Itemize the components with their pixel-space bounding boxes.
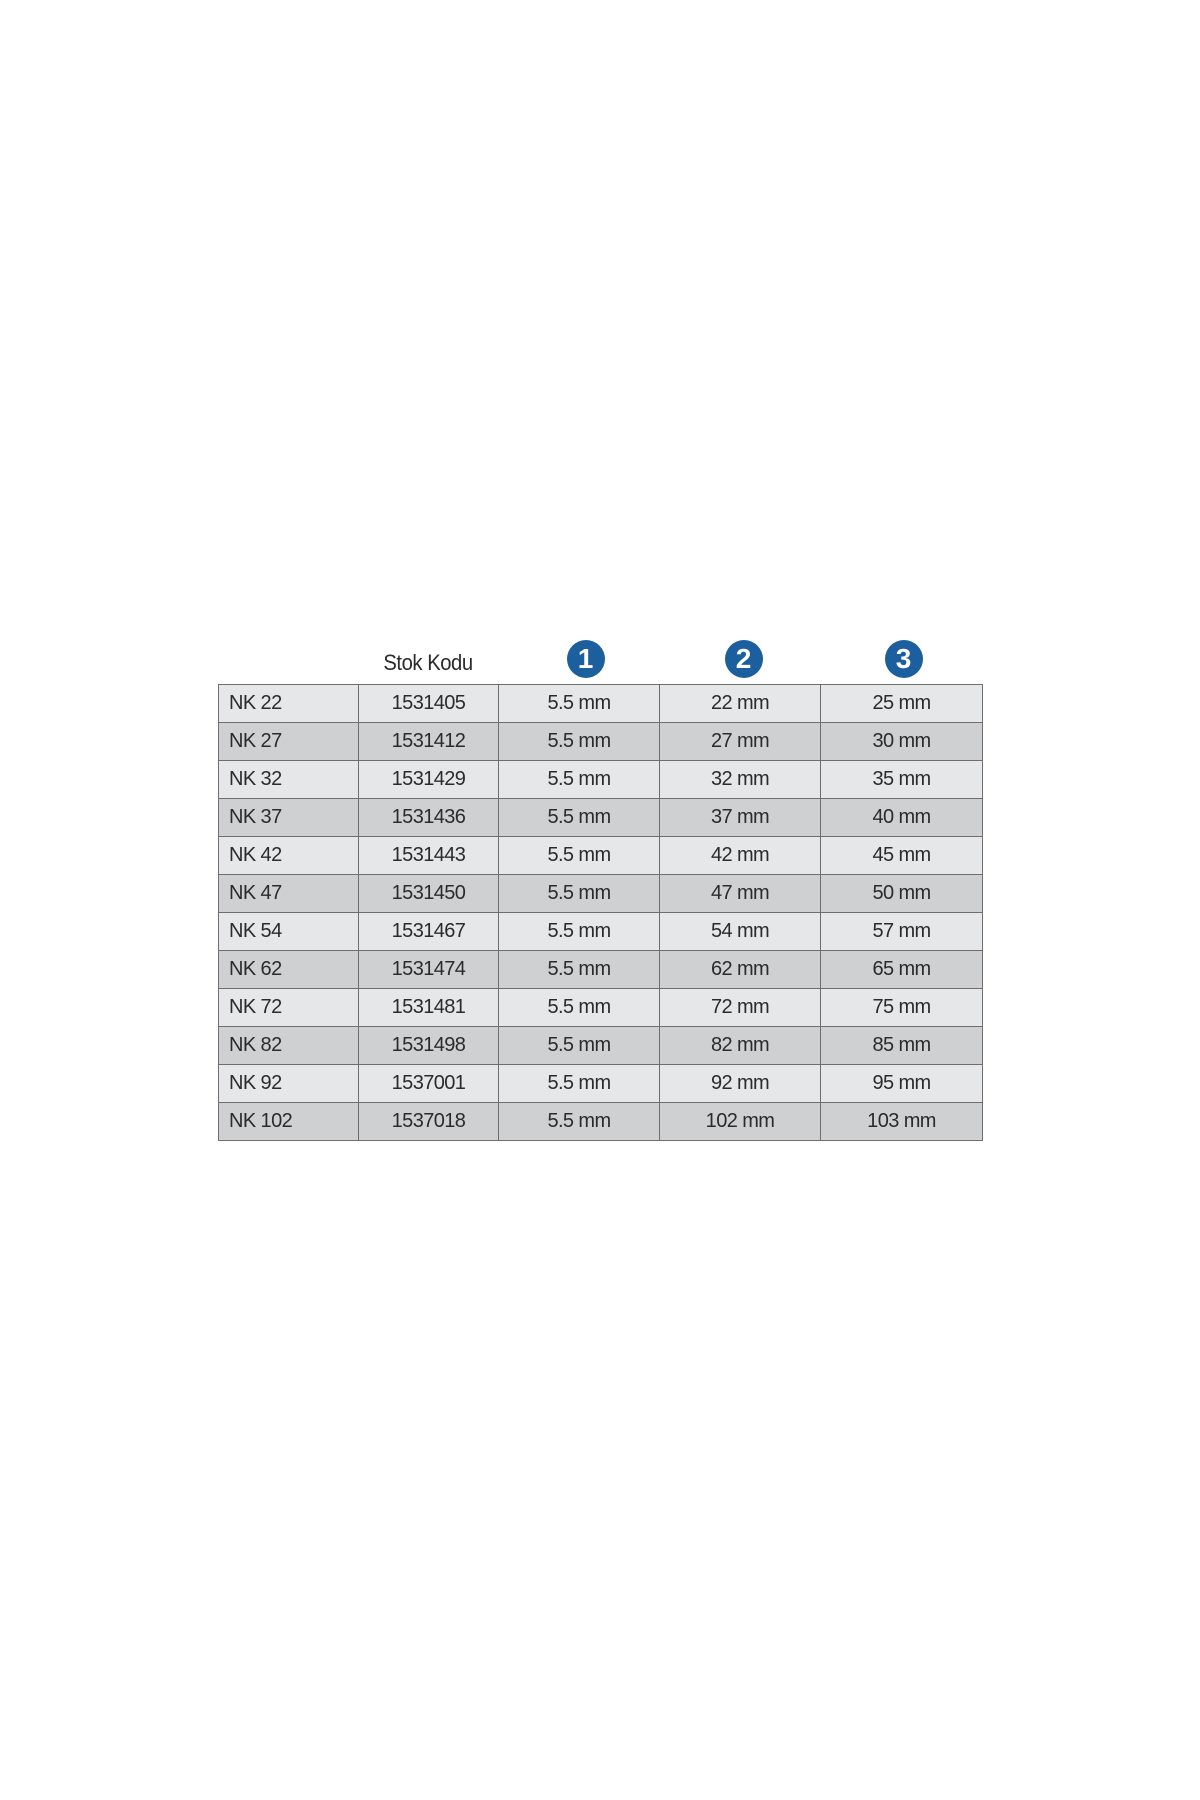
table-row bbox=[219, 1103, 983, 1141]
cell-model: NK 22 bbox=[219, 685, 359, 723]
spec-table-body bbox=[218, 684, 983, 1141]
table-row bbox=[219, 1065, 983, 1103]
cell-dimension-1: 5.5 mm bbox=[499, 799, 660, 837]
cell-model: NK 32 bbox=[219, 761, 359, 799]
cell-dimension-1: 5.5 mm bbox=[499, 1065, 660, 1103]
table-row bbox=[219, 989, 983, 1027]
cell-dimension-2: 22 mm bbox=[660, 685, 821, 723]
cell-dimension-2: 42 mm bbox=[660, 837, 821, 875]
cell-stock-code: 1531481 bbox=[359, 989, 499, 1027]
cell-dimension-3: 40 mm bbox=[821, 799, 983, 837]
cell-model: NK 82 bbox=[219, 1027, 359, 1065]
cell-dimension-3: 85 mm bbox=[821, 1027, 983, 1065]
cell-model: NK 54 bbox=[219, 913, 359, 951]
table-row bbox=[219, 761, 983, 799]
cell-stock-code: 1531467 bbox=[359, 913, 499, 951]
cell-dimension-2: 82 mm bbox=[660, 1027, 821, 1065]
cell-stock-code: 1537018 bbox=[359, 1103, 499, 1141]
cell-dimension-3: 25 mm bbox=[821, 685, 983, 723]
cell-dimension-3: 65 mm bbox=[821, 951, 983, 989]
cell-dimension-1: 5.5 mm bbox=[499, 875, 660, 913]
table-row bbox=[219, 1027, 983, 1065]
cell-dimension-1: 5.5 mm bbox=[499, 723, 660, 761]
cell-dimension-1: 5.5 mm bbox=[499, 685, 660, 723]
cell-stock-code: 1531412 bbox=[359, 723, 499, 761]
cell-dimension-3: 95 mm bbox=[821, 1065, 983, 1103]
header-dimension-2 bbox=[659, 640, 820, 684]
cell-dimension-1: 5.5 mm bbox=[499, 1103, 660, 1141]
cell-model: NK 72 bbox=[219, 989, 359, 1027]
cell-stock-code: 1531498 bbox=[359, 1027, 499, 1065]
cell-stock-code: 1531429 bbox=[359, 761, 499, 799]
cell-stock-code: 1531474 bbox=[359, 951, 499, 989]
cell-dimension-2: 32 mm bbox=[660, 761, 821, 799]
cell-dimension-1: 5.5 mm bbox=[499, 1027, 660, 1065]
cell-stock-code: 1531436 bbox=[359, 799, 499, 837]
header-dimension-1 bbox=[498, 640, 659, 684]
header-model-empty bbox=[218, 676, 358, 684]
cell-dimension-3: 57 mm bbox=[821, 913, 983, 951]
cell-dimension-2: 27 mm bbox=[660, 723, 821, 761]
cell-model: NK 62 bbox=[219, 951, 359, 989]
number-1-badge-icon: 1 bbox=[567, 640, 605, 678]
header-dimension-3 bbox=[820, 640, 981, 684]
cell-dimension-1: 5.5 mm bbox=[499, 951, 660, 989]
cell-stock-code: 1537001 bbox=[359, 1065, 499, 1103]
cell-model: NK 102 bbox=[219, 1103, 359, 1141]
cell-dimension-2: 47 mm bbox=[660, 875, 821, 913]
cell-stock-code: 1531405 bbox=[359, 685, 499, 723]
table-row bbox=[219, 837, 983, 875]
table-header bbox=[218, 636, 982, 684]
spec-table bbox=[218, 636, 982, 1141]
table-row bbox=[219, 723, 983, 761]
cell-dimension-2: 72 mm bbox=[660, 989, 821, 1027]
cell-dimension-3: 35 mm bbox=[821, 761, 983, 799]
cell-dimension-2: 102 mm bbox=[660, 1103, 821, 1141]
cell-dimension-1: 5.5 mm bbox=[499, 837, 660, 875]
cell-dimension-1: 5.5 mm bbox=[499, 989, 660, 1027]
cell-model: NK 37 bbox=[219, 799, 359, 837]
cell-model: NK 47 bbox=[219, 875, 359, 913]
cell-dimension-1: 5.5 mm bbox=[499, 761, 660, 799]
cell-dimension-2: 54 mm bbox=[660, 913, 821, 951]
table-row bbox=[219, 951, 983, 989]
table-row bbox=[219, 913, 983, 951]
cell-dimension-2: 62 mm bbox=[660, 951, 821, 989]
number-3-badge-icon: 3 bbox=[885, 640, 923, 678]
table-row bbox=[219, 799, 983, 837]
cell-dimension-3: 45 mm bbox=[821, 837, 983, 875]
table-row bbox=[219, 685, 983, 723]
cell-dimension-3: 103 mm bbox=[821, 1103, 983, 1141]
number-2-badge-icon: 2 bbox=[725, 640, 763, 678]
cell-stock-code: 1531443 bbox=[359, 837, 499, 875]
cell-model: NK 92 bbox=[219, 1065, 359, 1103]
table-row bbox=[219, 875, 983, 913]
cell-dimension-3: 75 mm bbox=[821, 989, 983, 1027]
cell-stock-code: 1531450 bbox=[359, 875, 499, 913]
cell-model: NK 27 bbox=[219, 723, 359, 761]
header-stock-code: Stok Kodu bbox=[383, 650, 473, 675]
cell-dimension-3: 50 mm bbox=[821, 875, 983, 913]
cell-model: NK 42 bbox=[219, 837, 359, 875]
cell-dimension-3: 30 mm bbox=[821, 723, 983, 761]
cell-dimension-1: 5.5 mm bbox=[499, 913, 660, 951]
cell-dimension-2: 92 mm bbox=[660, 1065, 821, 1103]
cell-dimension-2: 37 mm bbox=[660, 799, 821, 837]
